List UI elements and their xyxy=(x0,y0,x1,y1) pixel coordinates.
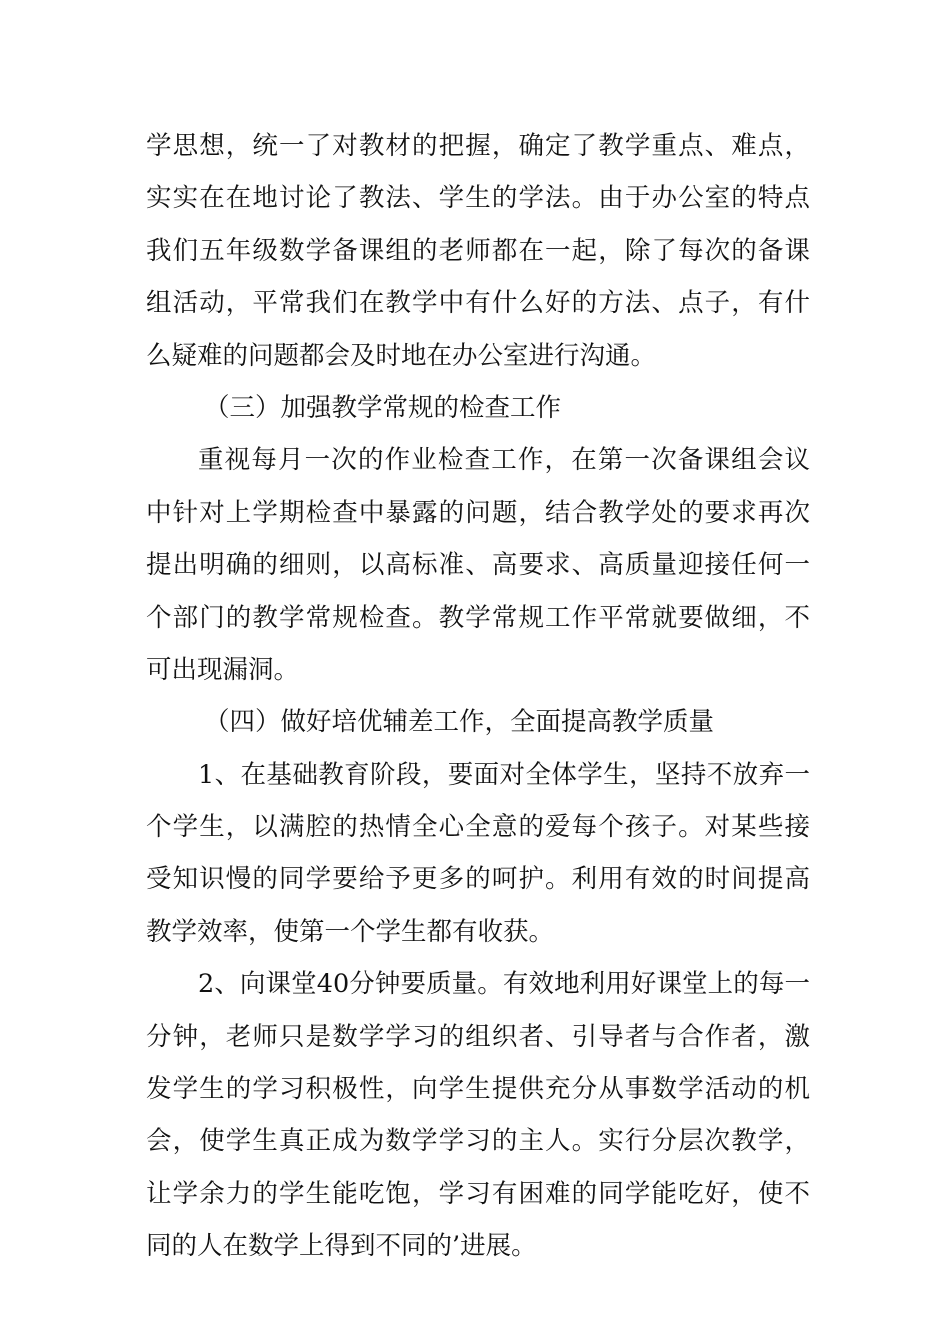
paragraph-line: 中针对上学期检查中暴露的问题，结合教学处的要求再次 xyxy=(146,497,810,528)
body-text xyxy=(146,120,810,1273)
paragraph-line: 会，使学生真正成为数学学习的主人。实行分层次教学， xyxy=(146,1126,810,1157)
paragraph-line: 发学生的学习积极性，向学生提供充分从事数学活动的机 xyxy=(146,1074,810,1105)
paragraph-line: 同的人在数学上得到不同的’进展。 xyxy=(146,1231,537,1262)
paragraph-line: 让学余力的学生能吃饱，学习有困难的同学能吃好，使不 xyxy=(146,1178,810,1209)
paragraph-line: 教学效率，使第一个学生都有收获。 xyxy=(146,916,555,947)
paragraph-line: 实实在在地讨论了教法、学生的学法。由于办公室的特点 xyxy=(146,183,810,214)
paragraph-line: 个部门的教学常规检查。教学常规工作平常就要做细，不 xyxy=(146,602,810,633)
paragraph-line: 重视每月一次的作业检查工作，在第一次备课组会议 xyxy=(198,445,810,476)
paragraph-line: 1、在基础教育阶段，要面对全体学生，坚持不放弃一 xyxy=(198,759,810,790)
paragraph-line: 么疑难的问题都会及时地在办公室进行沟通。 xyxy=(146,340,657,371)
section-heading: （三）加强教学常规的检查工作 xyxy=(204,392,562,423)
paragraph-line: 提出明确的细则，以高标准、高要求、高质量迎接任何一 xyxy=(146,550,810,581)
paragraph-line: 个学生，以满腔的热情全心全意的爱每个孩子。对某些接 xyxy=(146,812,810,843)
paragraph-line: 可出现漏洞。 xyxy=(146,654,300,685)
section-heading: （四）做好培优辅差工作，全面提高教学质量 xyxy=(204,707,715,738)
paragraph-line: 分钟，老师只是数学学习的组织者、引导者与合作者，激 xyxy=(146,1021,810,1052)
paragraph-line: 受知识慢的同学要给予更多的呵护。利用有效的时间提高 xyxy=(146,864,810,895)
paragraph-line: 我们五年级数学备课组的老师都在一起，除了每次的备课 xyxy=(146,235,810,266)
paragraph-line: 组活动，平常我们在教学中有什么好的方法、点子，有什 xyxy=(146,288,810,319)
paragraph-line: 2、向课堂40分钟要质量。有效地利用好课堂上的每一 xyxy=(198,969,810,1000)
paragraph-line: 学思想，统一了对教材的把握，确定了教学重点、难点， xyxy=(146,131,810,161)
